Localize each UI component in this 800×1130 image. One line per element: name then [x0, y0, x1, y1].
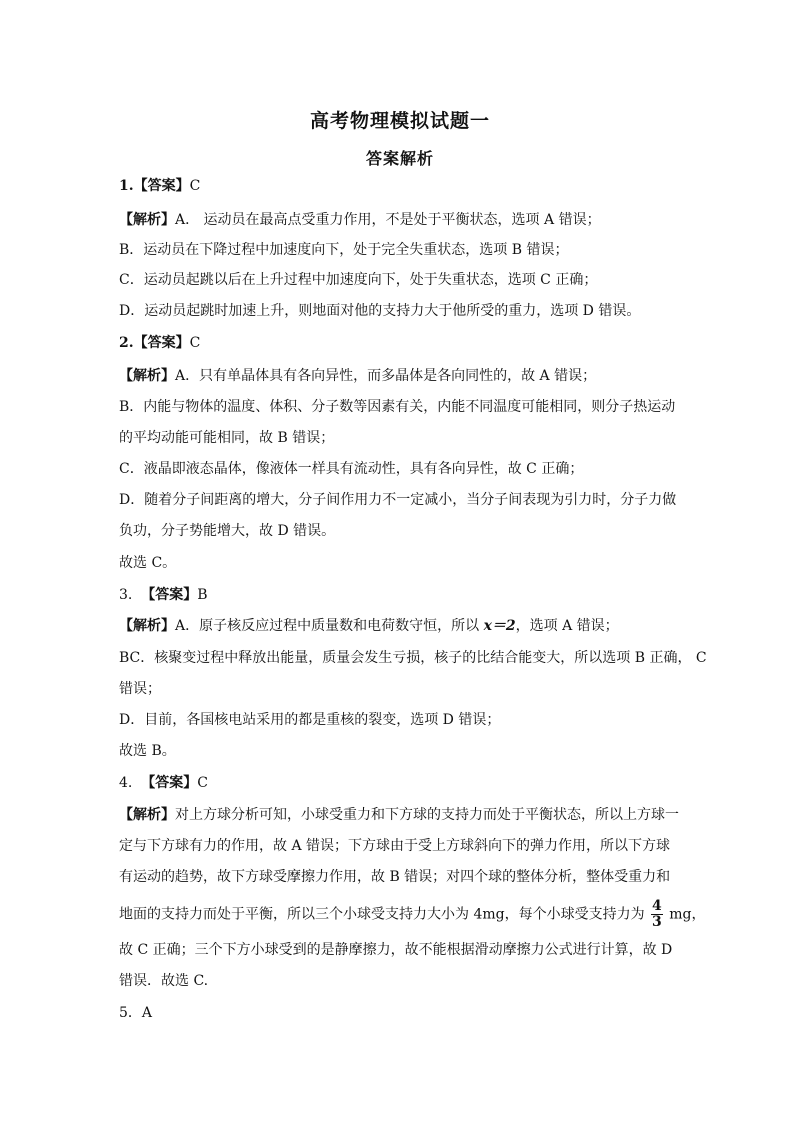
q2-number: 2.	[119, 335, 134, 351]
q3-analysis-label: 【解析】	[119, 618, 175, 634]
q2-option-b-line2: 的平均动能可能相同，故 B 错误；	[119, 430, 335, 446]
document-subtitle: 答案解析	[365, 149, 434, 168]
q1-option-d: D．运动员起跳时加速上升，则地面对他的支持力大于他所受的重力，选项 D 错误。	[119, 303, 641, 319]
q5-line	[119, 1003, 152, 1023]
q4-fraction	[651, 899, 663, 930]
q5-answer: A	[141, 1005, 153, 1021]
q4-analysis-text4-pre: 地面的支持力而处于平衡，所以三个小球受支持力大小为 4mg，每个小球受支持力为	[119, 906, 650, 923]
q4-fraction-numerator: 4	[652, 898, 662, 914]
q1-analysis-label: 【解析】	[119, 212, 175, 228]
q3-option-bc-line1: BC．核聚变过程中释放出能量，质量会发生亏损，核子的比结合能变大，所以选项 B 正确， C	[119, 650, 707, 666]
q1-option-c: C．运动员起跳以后在上升过程中加速度向下，处于失重状态，选项 C 正确；	[119, 272, 598, 288]
q2-option-c: C．液晶即液态晶体，像液体一样具有流动性，具有各向异性，故 C 正确；	[119, 461, 584, 477]
q1-answer: C	[189, 178, 201, 194]
q5-number: 5．	[119, 1005, 142, 1021]
q3-answer-label: 【答案】	[141, 587, 198, 603]
q1-analysis-a	[119, 210, 601, 230]
q1-number: 1.	[119, 178, 134, 194]
q1-option-b: B．运动员在下降过程中加速度向下，处于完全失重状态，选项 B 错误；	[119, 242, 569, 258]
q3-option-a-pre: A．原子核反应过程中质量数和电荷数守恒，所以	[175, 618, 484, 634]
q4-analysis-line1	[119, 805, 679, 825]
q4-answer: C	[197, 775, 208, 791]
q2-conclusion: 故选 C。	[119, 555, 177, 571]
q3-conclusion: 故选 B。	[119, 743, 176, 759]
q2-answer: C	[189, 335, 201, 351]
q4-analysis-text1: 对上方球分析可知，小球受重力和下方球的支持力而处于平衡状态，所以上方球一	[175, 807, 679, 823]
q3-answer: B	[197, 587, 208, 603]
q4-answer-line	[119, 773, 208, 793]
q3-number: 3.	[119, 587, 133, 603]
q3-option-a-post: ，选项 A 错误；	[515, 618, 619, 634]
document-title: 高考物理模拟试题一	[309, 110, 490, 132]
q4-number: 4.	[119, 775, 133, 791]
q4-answer-label: 【答案】	[141, 775, 198, 791]
q4-analysis-line5: 故 C 正确；三个下方小球受到的是静摩擦力，故不能根据滑动摩擦力公式进行计算，故 D	[119, 942, 673, 958]
q3-analysis-a	[119, 616, 619, 636]
q4-analysis-line4	[119, 899, 705, 930]
q1-option-a-text: A． 运动员在最高点受重力作用，不是处于平衡状态，选项 A 错误；	[175, 212, 601, 228]
q2-answer-label: 【答案】	[133, 335, 190, 351]
q3-option-bc-line2: 错误；	[119, 681, 161, 697]
q2-analysis-a	[119, 366, 596, 386]
q3-equation: x＝2	[483, 618, 516, 634]
q3-option-d: D．目前，各国核电站采用的都是重核的裂变，选项 D 错误；	[119, 712, 501, 728]
q4-fraction-denominator: 3	[652, 914, 662, 930]
q4-analysis-line6: 错误．故选 C.	[119, 973, 209, 989]
q2-option-b-line1: B．内能与物体的温度、体积、分子数等因素有关，内能不同温度可能相同，则分子热运动	[119, 399, 676, 415]
q3-answer-line	[119, 585, 208, 605]
q4-analysis-label: 【解析】	[119, 807, 175, 823]
q4-analysis-line2: 定与下方球有力的作用，故 A 错误；下方球由于受上方球斜向下的弹力作用，所以下方球	[119, 838, 671, 854]
q1-answer-label: 【答案】	[133, 178, 190, 194]
q2-answer-line	[119, 333, 200, 353]
q2-option-a-text: A．只有单晶体具有各向异性，而多晶体是各向同性的，故 A 错误；	[175, 368, 597, 384]
q2-option-d-line2: 负功，分子势能增大，故 D 错误。	[119, 523, 336, 539]
q2-analysis-label: 【解析】	[119, 368, 175, 384]
q4-analysis-line3: 有运动的趋势，故下方球受摩擦力作用，故 B 错误；对四个球的整体分析，整体受重力和	[119, 869, 671, 885]
q1-answer-line	[119, 176, 200, 196]
q4-analysis-text4-post: mg，	[664, 906, 706, 923]
q2-option-d-line1: D．随着分子间距离的增大，分子间作用力不一定减小，当分子间表现为引力时，分子力做	[119, 492, 677, 508]
